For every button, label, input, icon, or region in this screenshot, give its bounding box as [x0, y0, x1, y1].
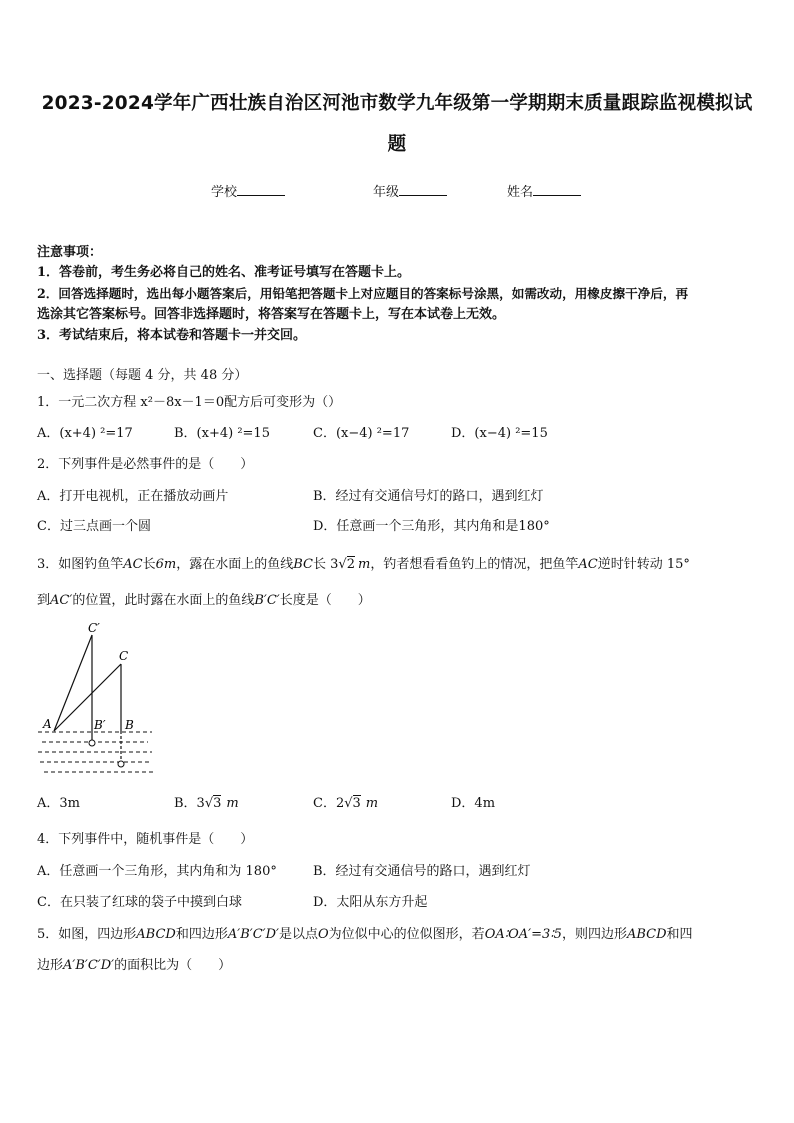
section-heading: 一、选择题（每题 4 分，共 48 分） [37, 368, 248, 383]
notice-item-3: 3．考试结束后，将本试卷和答题卡一并交回。 [37, 328, 307, 343]
q2-option-a[interactable]: A．打开电视机，正在播放动画片 [37, 489, 229, 504]
fishing-rod-figure [34, 618, 164, 778]
label-c-prime: C′ [88, 621, 100, 635]
question-5-stem: 5．如图，四边形ABCD和四边形A′B′C′D′是以点O为位似中心的位似图形，若OA∶OA′=3∶5，则四边形ABCD和四 [37, 927, 693, 942]
school-field[interactable] [211, 181, 285, 200]
hook-b-prime [89, 740, 95, 746]
grade-blank[interactable] [399, 183, 447, 196]
notice-heading: 注意事项： [37, 245, 103, 260]
q4-option-d[interactable]: D．太阳从东方升起 [313, 895, 428, 910]
label-b: B [125, 718, 134, 732]
q4-option-c[interactable]: C．在只装了红球的袋子中摸到白球 [37, 895, 242, 910]
q2-option-d[interactable]: D．任意画一个三角形，其内角和是180° [313, 519, 550, 534]
q3-option-b[interactable]: B．3√3 m [174, 796, 239, 811]
hook-b [118, 761, 124, 767]
notice-item-1: 1．答卷前，考生务必将自己的姓名、准考证号填写在答题卡上。 [37, 265, 411, 280]
question-5-stem-continued: 边形A′B′C′D′的面积比为（ ） [37, 958, 232, 973]
school-blank[interactable] [237, 183, 285, 196]
name-label: 姓名 [507, 185, 534, 200]
question-3-stem-continued: 到AC′的位置，此时露在水面上的鱼线B′C′长度是（ ） [37, 593, 371, 608]
label-c: C [119, 649, 129, 663]
rod-ac-prime [54, 635, 92, 731]
q2-option-b[interactable]: B．经过有交通信号灯的路口，遇到红灯 [313, 489, 544, 504]
q1-option-c[interactable]: C．(x−4) ²=17 [313, 426, 410, 441]
name-blank[interactable] [533, 183, 581, 196]
q1-option-d[interactable]: D．(x−4) ²=15 [451, 426, 548, 441]
sqrt-symbol: √2 [338, 557, 355, 572]
grade-label: 年级 [373, 185, 400, 200]
rod-ac [54, 664, 121, 731]
q1-option-b[interactable]: B．(x+4) ²=15 [174, 426, 270, 441]
school-label: 学校 [211, 185, 238, 200]
q1-option-a[interactable]: A．(x+4) ²=17 [37, 426, 133, 441]
grade-field[interactable] [373, 181, 447, 200]
label-b-prime: B′ [94, 718, 106, 732]
exam-title-continued: 题 [387, 134, 407, 155]
q3-option-a[interactable]: A．3m [37, 796, 80, 811]
question-2-stem: 2．下列事件是必然事件的是（ ） [37, 457, 254, 472]
q3-option-d[interactable]: D．4m [451, 796, 496, 811]
sqrt-symbol: √3 [204, 796, 222, 811]
notice-item-2-continued: 选涂其它答案标号。回答非选择题时，将答案写在答题卡上，写在本试卷上无效。 [37, 307, 506, 322]
q3-option-c[interactable]: C．2√3 m [313, 796, 379, 811]
label-a: A [43, 717, 52, 731]
notice-item-2: 2．回答选择题时，选出每小题答案后，用铅笔把答题卡上对应题目的答案标号涂黑，如需改动，用橡皮擦干净后，再 [37, 286, 689, 301]
q4-option-b[interactable]: B．经过有交通信号的路口，遇到红灯 [313, 864, 531, 879]
q2-option-c[interactable]: C．过三点画一个圆 [37, 519, 151, 534]
exam-title: 2023-2024学年广西壮族自治区河池市数学九年级第一学期期末质量跟踪监视模拟试 [41, 93, 753, 114]
q4-option-a[interactable]: A．任意画一个三角形，其内角和为 180° [37, 864, 277, 879]
question-4-stem: 4．下列事件中，随机事件是（ ） [37, 832, 254, 847]
name-field[interactable] [507, 181, 581, 200]
sqrt-symbol: √3 [344, 796, 361, 811]
question-3-stem: 3．如图钓鱼竿AC长6m，露在水面上的鱼线BC长 3√2 m，钓者想看看鱼钓上的情况，把鱼竿AC逆时针转动 15° [37, 557, 690, 572]
question-1-stem: 1．一元二次方程 x²－8x－1＝0配方后可变形为（） [37, 395, 342, 410]
